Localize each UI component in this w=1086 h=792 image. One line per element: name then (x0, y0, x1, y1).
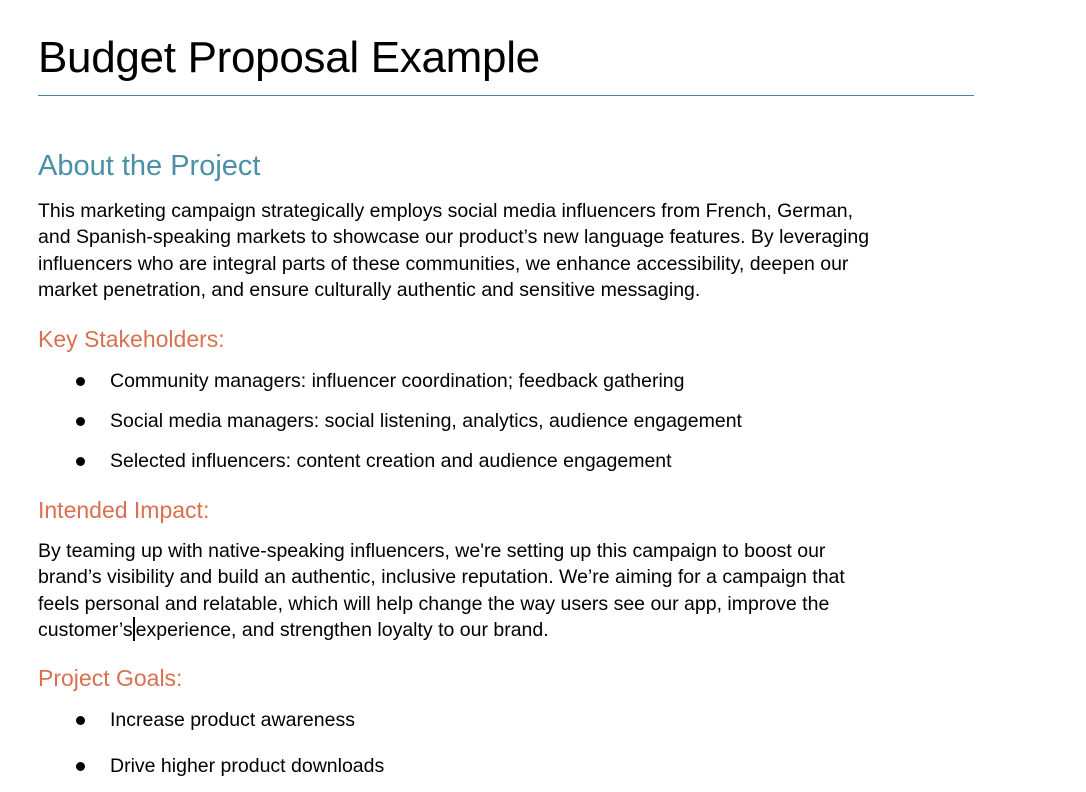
impact-line: feels personal and relatable, which will help change the way users see our app, improve the (38, 592, 830, 615)
bullet-icon (76, 762, 85, 771)
impact-text-after-cursor: experience, and strengthen loyalty to our brand. (135, 619, 549, 642)
heading-about-project[interactable]: About the Project (38, 150, 261, 182)
about-line: influencers who are integral parts of these communities, we enhance accessibility, deepen our (38, 252, 849, 275)
list-item-text: Drive higher product downloads (110, 755, 385, 777)
list-item-text: Social media managers: social listening, analytics, audience engagement (110, 410, 742, 432)
text-cursor (133, 617, 135, 641)
heading-intended-impact[interactable]: Intended Impact: (38, 497, 210, 523)
bullet-icon (76, 457, 85, 466)
about-paragraph[interactable] (38, 198, 978, 304)
heading-key-stakeholders[interactable]: Key Stakeholders: (38, 326, 225, 352)
list-item-text: Selected influencers: content creation and audience engagement (110, 450, 672, 472)
list-item-text: Increase product awareness (110, 709, 355, 731)
about-line: and Spanish-speaking markets to showcase our product’s new language features. By leveraging (38, 226, 870, 249)
about-line: This marketing campaign strategically employs social media influencers from French, German, (38, 200, 853, 222)
document-title[interactable]: Budget Proposal Example (38, 33, 540, 82)
impact-line-last (38, 617, 978, 643)
bullet-icon (76, 716, 85, 725)
impact-text-before-cursor: customer’s (38, 619, 133, 642)
heading-project-goals[interactable]: Project Goals: (38, 665, 183, 691)
impact-paragraph[interactable] (38, 538, 978, 644)
bullet-icon (76, 417, 85, 426)
impact-line: By teaming up with native-speaking influencers, we're setting up this campaign to boost our (38, 540, 826, 562)
about-line: market penetration, and ensure culturally authentic and sensitive messaging. (38, 279, 701, 302)
title-underline (38, 95, 974, 96)
list-item-text: Community managers: influencer coordination; feedback gathering (110, 370, 685, 392)
bullet-icon (76, 377, 85, 386)
impact-line: brand’s visibility and build an authentic, inclusive reputation. We’re aiming for a campaign that (38, 566, 845, 589)
